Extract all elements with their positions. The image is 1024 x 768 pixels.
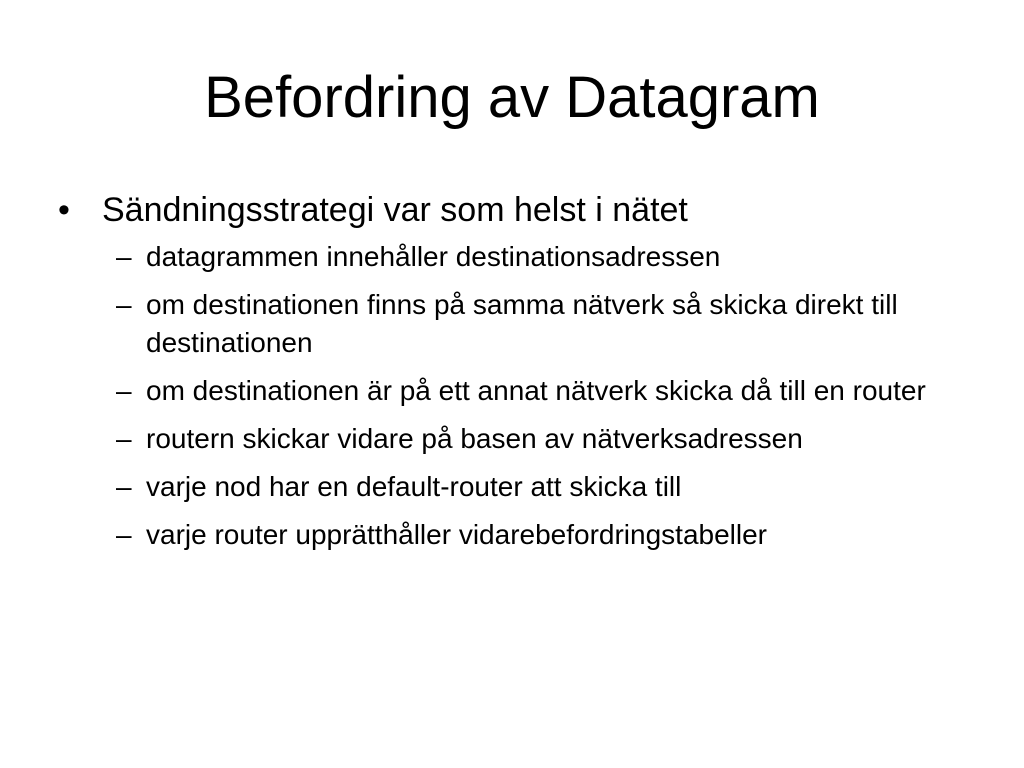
slide-content	[58, 188, 968, 564]
sub-bullet-item	[58, 468, 968, 506]
sub-bullet-marker: –	[116, 289, 132, 320]
sub-bullet-text: om destinationen finns på samma nätverk så skicka direkt till destinationen	[146, 289, 898, 358]
sub-bullet-list	[58, 238, 968, 554]
bullet-marker: •	[58, 191, 70, 229]
sub-bullet-text: datagrammen innehåller destinationsadressen	[146, 241, 721, 272]
sub-bullet-text: om destinationen är på ett annat nätverk skicka då till en router	[146, 375, 926, 406]
sub-bullet-item	[58, 238, 968, 276]
sub-bullet-item	[58, 516, 968, 554]
sub-bullet-text: routern skickar vidare på basen av nätverksadressen	[146, 423, 803, 454]
sub-bullet-item	[58, 372, 968, 410]
bullet-item	[58, 188, 968, 232]
bullet-text: Sändningsstrategi var som helst i nätet	[102, 191, 688, 229]
slide-title: Befordring av Datagram	[204, 65, 820, 130]
sub-bullet-marker: –	[116, 519, 132, 550]
sub-bullet-text: varje nod har en default-router att skicka till	[146, 471, 682, 502]
sub-bullet-item	[58, 286, 968, 362]
sub-bullet-marker: –	[116, 375, 132, 406]
sub-bullet-marker: –	[116, 471, 132, 502]
sub-bullet-marker: –	[116, 241, 132, 272]
sub-bullet-item	[58, 420, 968, 458]
sub-bullet-marker: –	[116, 423, 132, 454]
sub-bullet-text: varje router upprätthåller vidarebefordringstabeller	[146, 519, 768, 550]
